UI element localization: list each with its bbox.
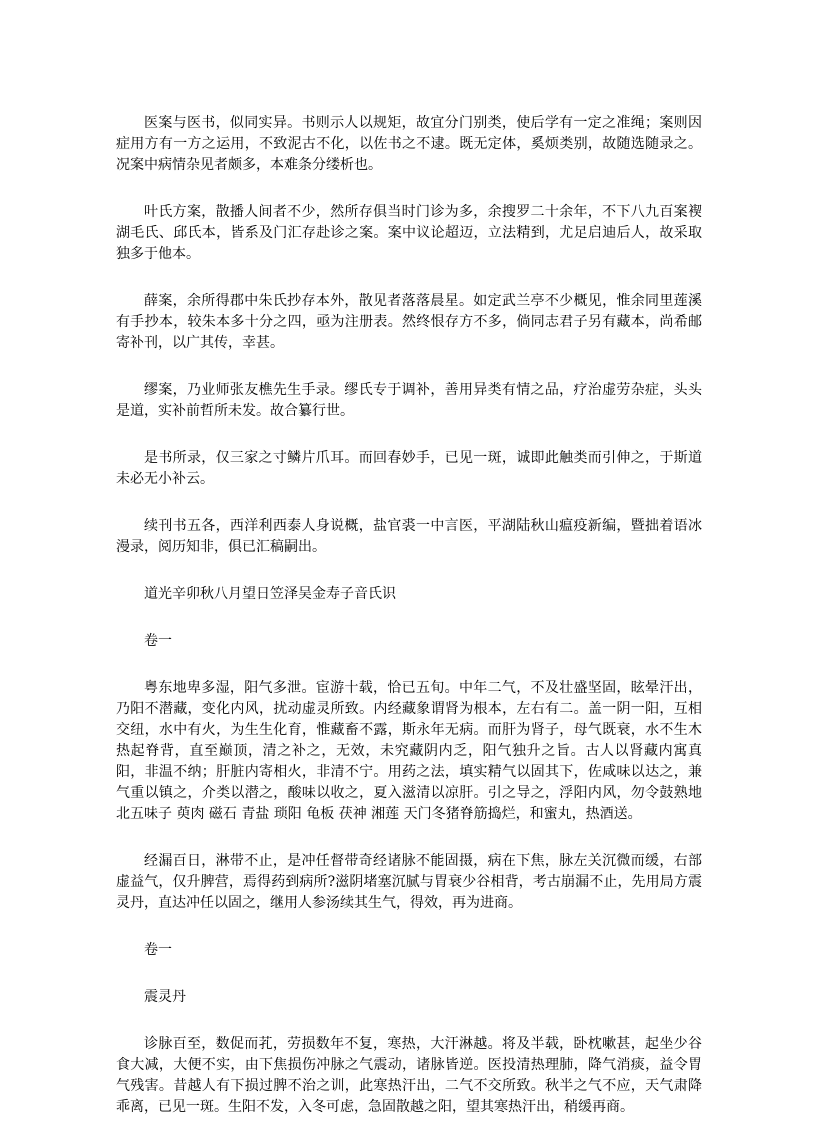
preface-paragraph-1: 医案与医书，似同实异。书则示人以规矩，故宜分门别类，使后学有一定之准绳；案则因症用方有一方之运用，不致泥古不化，以佐书之不逮。既无定体，奚烦类别，故随选随录之。况案中病情杂见者颇多，本难条分缕析也。 [116,115,702,173]
preface-paragraph-2: 叶氏方案，散播人间者不少，然所存俱当时门诊为多，余搜罗二十余年，不下八九百案褉湖毛氏、邱氏本，皆系及门汇存赴诊之案。案中议论超迈，立法精到，尤足启迪后人，故采取独多于他本。 [116,204,702,262]
case-paragraph-3: 诊脉百至，数促而芤，劳损数年不复，寒热，大汗淋越。将及半载，卧枕嗽甚，起坐少谷食大减，大便不实，由下焦损伤冲脉之气震动，诸脉皆逆。医投清热理肺，降气消痰，益令胃气残害。昔越人有下损过脾不治之训，此寒热汗出，二气不交所致。秋半之气不应，天气肃降乖离，已见一斑。生阳不发，入冬可虑，急固散越之阳，望其寒热汗出，稍缓再商。 [116,1036,702,1115]
preface-paragraph-4: 缪案，乃业师张友樵先生手录。缪氏专于调补，善用异类有情之品，疗治虚劳杂症，头头是道，实补前哲所未发。故合纂行世。 [116,382,702,419]
preface-paragraph-5: 是书所录，仅三家之寸鳞片爪耳。而回春妙手，已见一斑，诚即此触类而引伸之，于斯道未必无小补云。 [116,450,702,487]
volume-heading-repeat: 卷一 [144,942,172,958]
document-page [116,113,702,1144]
preface-paragraph-3: 薛案，余所得郡中朱氏抄存本外，散见者落落晨星。如定武兰亭不少概见，惟余同里莲溪有手抄本，较朱本多十分之四，亟为注册表。然终恨存方不多，倘同志君子另有藏本，尚希邮寄补刊，以广其传，幸甚。 [116,293,702,351]
formula-title: 震灵丹 [144,989,186,1005]
case-paragraph-1: 粤东地卑多湿，阳气多泄。宦游十载，恰已五旬。中年二气，不及壮盛坚固，眩晕汗出，乃阳不潜藏，变化内风，扰动虚灵所致。内经藏象谓肾为根本，左右有二。盖一阴一阳，互相交纽，水中有火，为生生化育，惟藏畜不露，斯永年无病。而肝为肾子，母气既衰，水不生木热起脊背，直至巅顶，清之补之，无效，未究藏阴内乏，阳气独升之旨。古人以肾藏内寓真阳，非温不纳；肝脏内寄相火，非清不宁。用药之法，填实精气以固其下，佐咸味以达之，兼气重以镇之，介类以潜之，酸味以收之，夏入滋清以凉肝。引之导之，浮阳内风，勿令鼓熟地 北五味子 萸肉 磁石 青盐 琐阳 龟板 茯神 湘莲 天门冬猪脊筋捣烂，和蜜丸，热酒送。 [116,680,702,822]
signature-line: 道光辛卯秋八月望日笠泽吴金寿子音氏识 [144,586,396,602]
preface-paragraph-6: 续刊书五各，西洋利西泰人身说概，盐官裘一中言医，平湖陆秋山瘟疫新编，暨拙着语冰漫录，阅历知非，俱已汇稿嗣出。 [116,518,702,555]
case-paragraph-2: 经漏百日，淋带不止，是冲任督带奇经诸脉不能固摄，病在下焦，脉左关沉微而缓，右部虚益气，仅升脾营，焉得药到病所?滋阴堵塞沉腻与胃衰少谷相背，考古崩漏不止，先用局方震灵丹，直达冲任以固之，继用人参汤续其生气，得效，再为进商。 [116,853,702,911]
volume-heading: 卷一 [144,633,172,649]
